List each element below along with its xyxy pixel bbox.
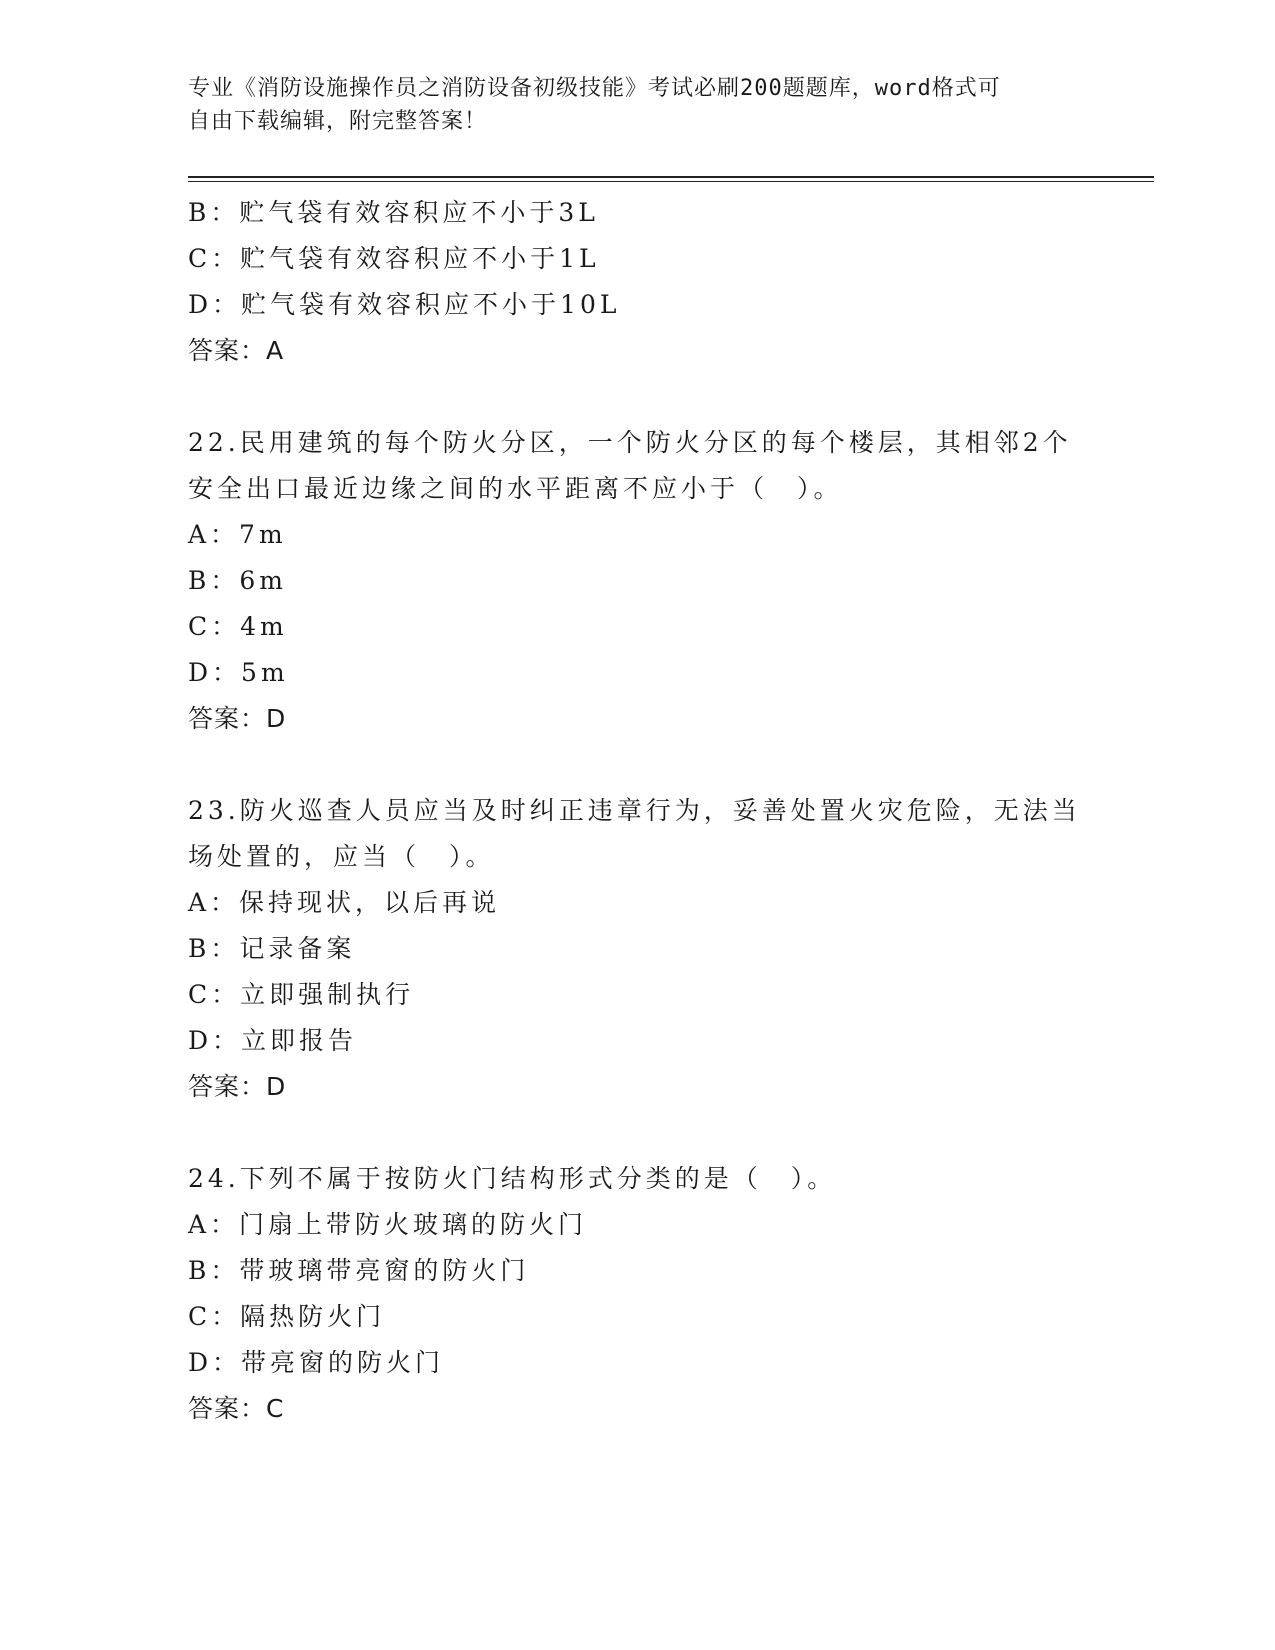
answer: 答案：D	[188, 704, 287, 733]
option-b: B：记录备案	[188, 934, 356, 963]
header-divider-thin	[188, 181, 1154, 182]
spacer	[188, 374, 1088, 420]
option-d: D：带亮窗的防火门	[188, 1348, 445, 1377]
option-c: C：贮气袋有效容积应不小于1L	[188, 244, 600, 273]
option-d: D：立即报告	[188, 1026, 358, 1055]
spacer	[188, 1110, 1088, 1156]
question-stem-line: 场处置的，应当（ ）。	[188, 842, 495, 871]
answer: 答案：A	[188, 336, 285, 365]
option-a: A：保持现状，以后再说	[188, 888, 501, 917]
spacer	[188, 742, 1088, 788]
question-21-continued	[188, 190, 1088, 374]
option-b: B：带玻璃带亮窗的防火门	[188, 1256, 530, 1285]
answer: 答案：C	[188, 1394, 285, 1423]
option-b: B：贮气袋有效容积应不小于3L	[188, 198, 599, 227]
header-divider-thick	[188, 176, 1154, 178]
question-stem-line: 22.民用建筑的每个防火分区，一个防火分区的每个楼层，其相邻2个	[188, 428, 1072, 457]
option-a: A：7m	[188, 520, 287, 549]
option-b: B：6m	[188, 566, 287, 595]
page-header	[188, 72, 1088, 138]
option-c: C：立即强制执行	[188, 980, 415, 1009]
option-d: D：贮气袋有效容积应不小于10L	[188, 290, 621, 319]
answer: 答案：D	[188, 1072, 287, 1101]
question-22	[188, 420, 1088, 742]
question-stem-line: 24.下列不属于按防火门结构形式分类的是（ ）。	[188, 1164, 837, 1193]
question-stem-line: 23.防火巡查人员应当及时纠正违章行为，妥善处置火灾危险，无法当	[188, 796, 1081, 825]
question-content	[188, 190, 1088, 1432]
header-title-line-1: 专业《消防设施操作员之消防设备初级技能》考试必刷200题题库，word格式可	[188, 76, 1001, 101]
question-stem-line: 安全出口最近边缘之间的水平距离不应小于（ ）。	[188, 474, 843, 503]
option-c: C：4m	[188, 612, 288, 641]
option-a: A：门扇上带防火玻璃的防火门	[188, 1210, 588, 1239]
question-24	[188, 1156, 1088, 1432]
option-d: D：5m	[188, 658, 289, 687]
header-title-line-2: 自由下载编辑，附完整答案！	[188, 109, 488, 134]
question-23	[188, 788, 1088, 1110]
option-c: C：隔热防火门	[188, 1302, 386, 1331]
